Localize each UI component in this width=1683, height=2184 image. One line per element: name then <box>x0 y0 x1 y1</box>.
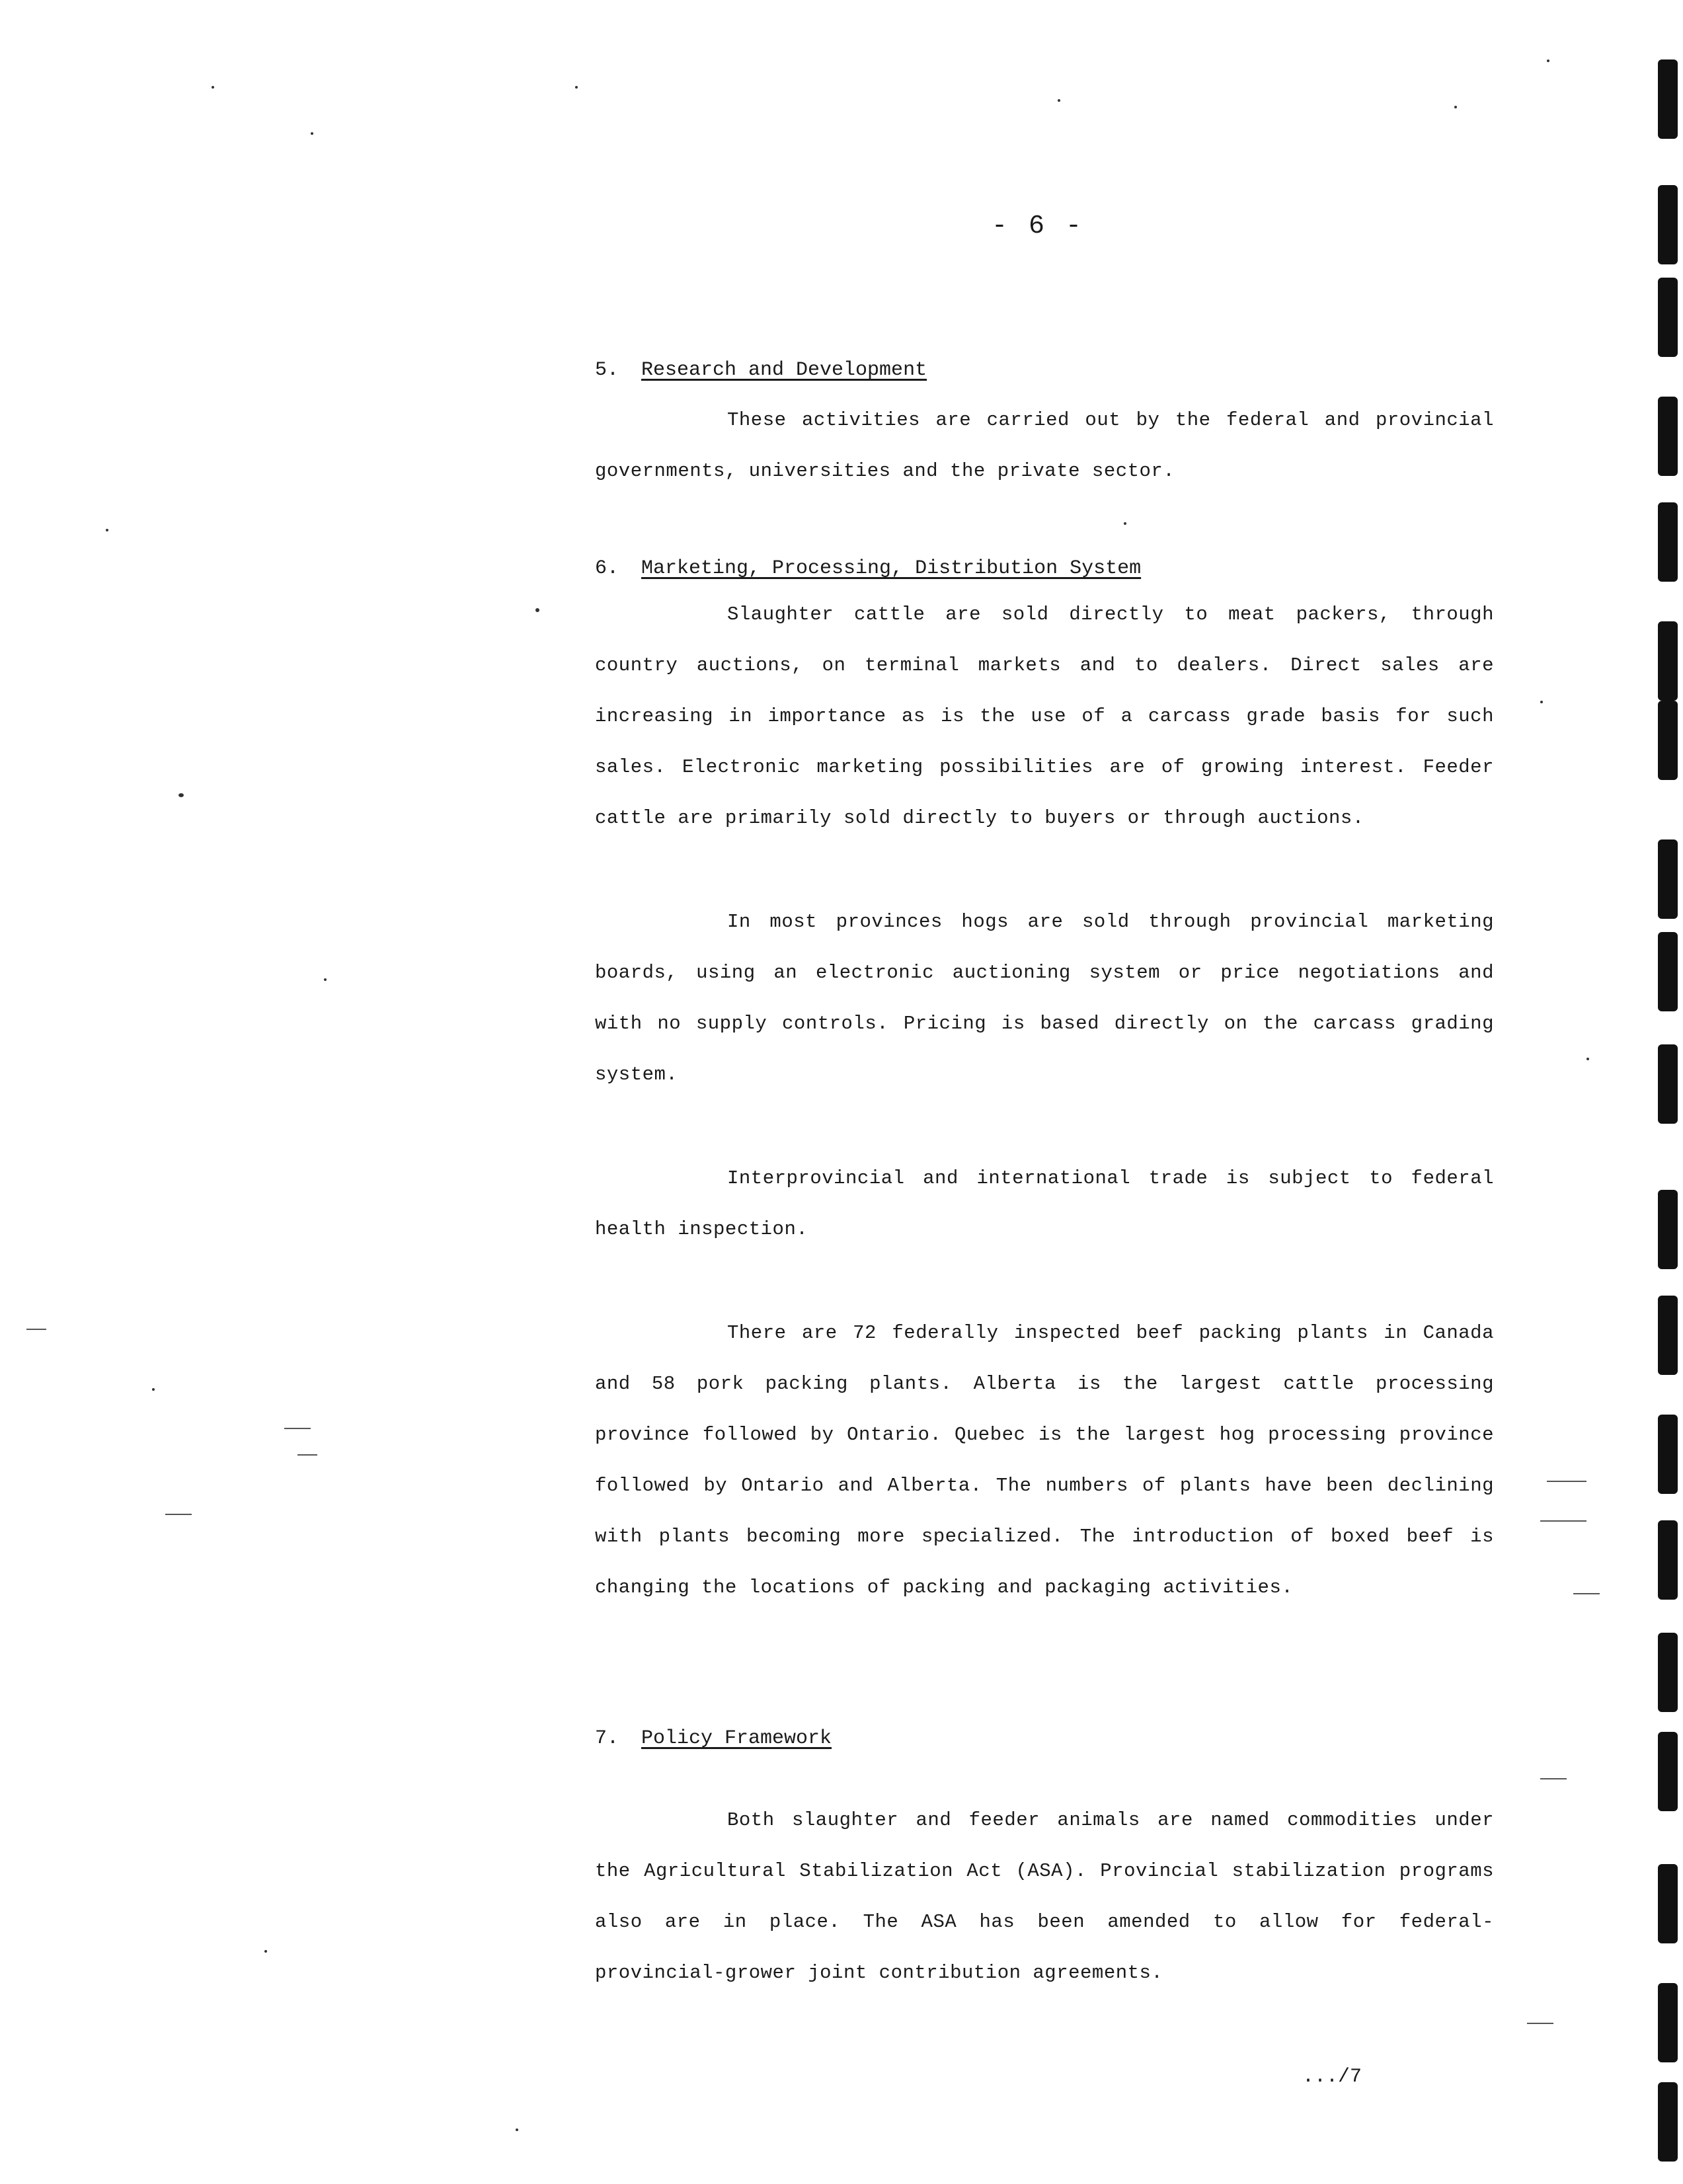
binder-hole <box>1658 1520 1678 1600</box>
section-heading <box>595 552 1494 585</box>
binder-hole <box>1658 59 1678 139</box>
binder-hole <box>1658 1415 1678 1494</box>
continuation-marker: .../7 <box>1302 2066 1362 2088</box>
paragraph: These activities are carried out by the federal and provincial governments, universities and the private sector. <box>595 409 1494 482</box>
binder-hole <box>1658 1190 1678 1269</box>
binder-hole <box>1658 1633 1678 1712</box>
section-policy <box>595 1722 1494 1998</box>
page-number: - 6 - <box>992 212 1085 241</box>
paragraph: In most provinces hogs are sold through provincial marketing boards, using an electronic auctioning system or price negotiations and with no supply controls. Pricing is based directly on the carcass grading system. <box>595 911 1494 1085</box>
section-heading <box>595 354 1494 387</box>
binder-hole <box>1658 185 1678 264</box>
paragraph: Interprovincial and international trade is subject to federal health inspection. <box>595 1167 1494 1240</box>
binder-hole <box>1658 502 1678 582</box>
section-heading <box>595 1722 1494 1755</box>
binder-hole <box>1658 621 1678 701</box>
section-title: Research and Development <box>641 359 927 381</box>
section-number: 7. <box>595 1727 619 1750</box>
binder-hole <box>1658 278 1678 357</box>
binder-hole <box>1658 1296 1678 1375</box>
binder-hole <box>1658 1732 1678 1811</box>
binder-hole <box>1658 701 1678 780</box>
binder-hole <box>1658 1864 1678 1943</box>
binder-hole <box>1658 932 1678 1011</box>
section-marketing <box>595 552 1494 1613</box>
paragraph: Slaughter cattle are sold directly to meat packers, through country auctions, on terminal markets and to dealers. Direct sales are increasing in importance as is the use of a carcass grade basis for such sales. Electronic marketing possibilities are of growing interest. Feeder cattle are primarily sold directly to buyers or through auctions. <box>595 604 1494 829</box>
binder-hole <box>1658 2082 1678 2162</box>
section-number: 6. <box>595 557 619 580</box>
section-number: 5. <box>595 359 619 381</box>
binder-hole <box>1658 397 1678 476</box>
paragraph: Both slaughter and feeder animals are named commodities under the Agricultural Stabilization Act (ASA). Provincial stabilization programs also are in place. The ASA has been amended to allow for federal-provincial-grower joint contribution agreements. <box>595 1809 1494 1984</box>
binder-hole <box>1658 839 1678 919</box>
binder-hole <box>1658 1983 1678 2062</box>
section-title: Policy Framework <box>641 1727 832 1750</box>
paragraph: There are 72 federally inspected beef packing plants in Canada and 58 pork packing plants. Alberta is the largest cattle processing province followed by Ontario. Quebec is the largest hog processing province followed by Ontario and Alberta. The numbers of plants have been declining with plants becoming more specialized. The introduction of boxed beef is changing the locations of packing and packaging activities. <box>595 1322 1494 1598</box>
binder-hole <box>1658 1044 1678 1124</box>
section-title: Marketing, Processing, Distribution System <box>641 557 1142 580</box>
section-research <box>595 354 1494 496</box>
binder-holes <box>1643 0 1683 2184</box>
